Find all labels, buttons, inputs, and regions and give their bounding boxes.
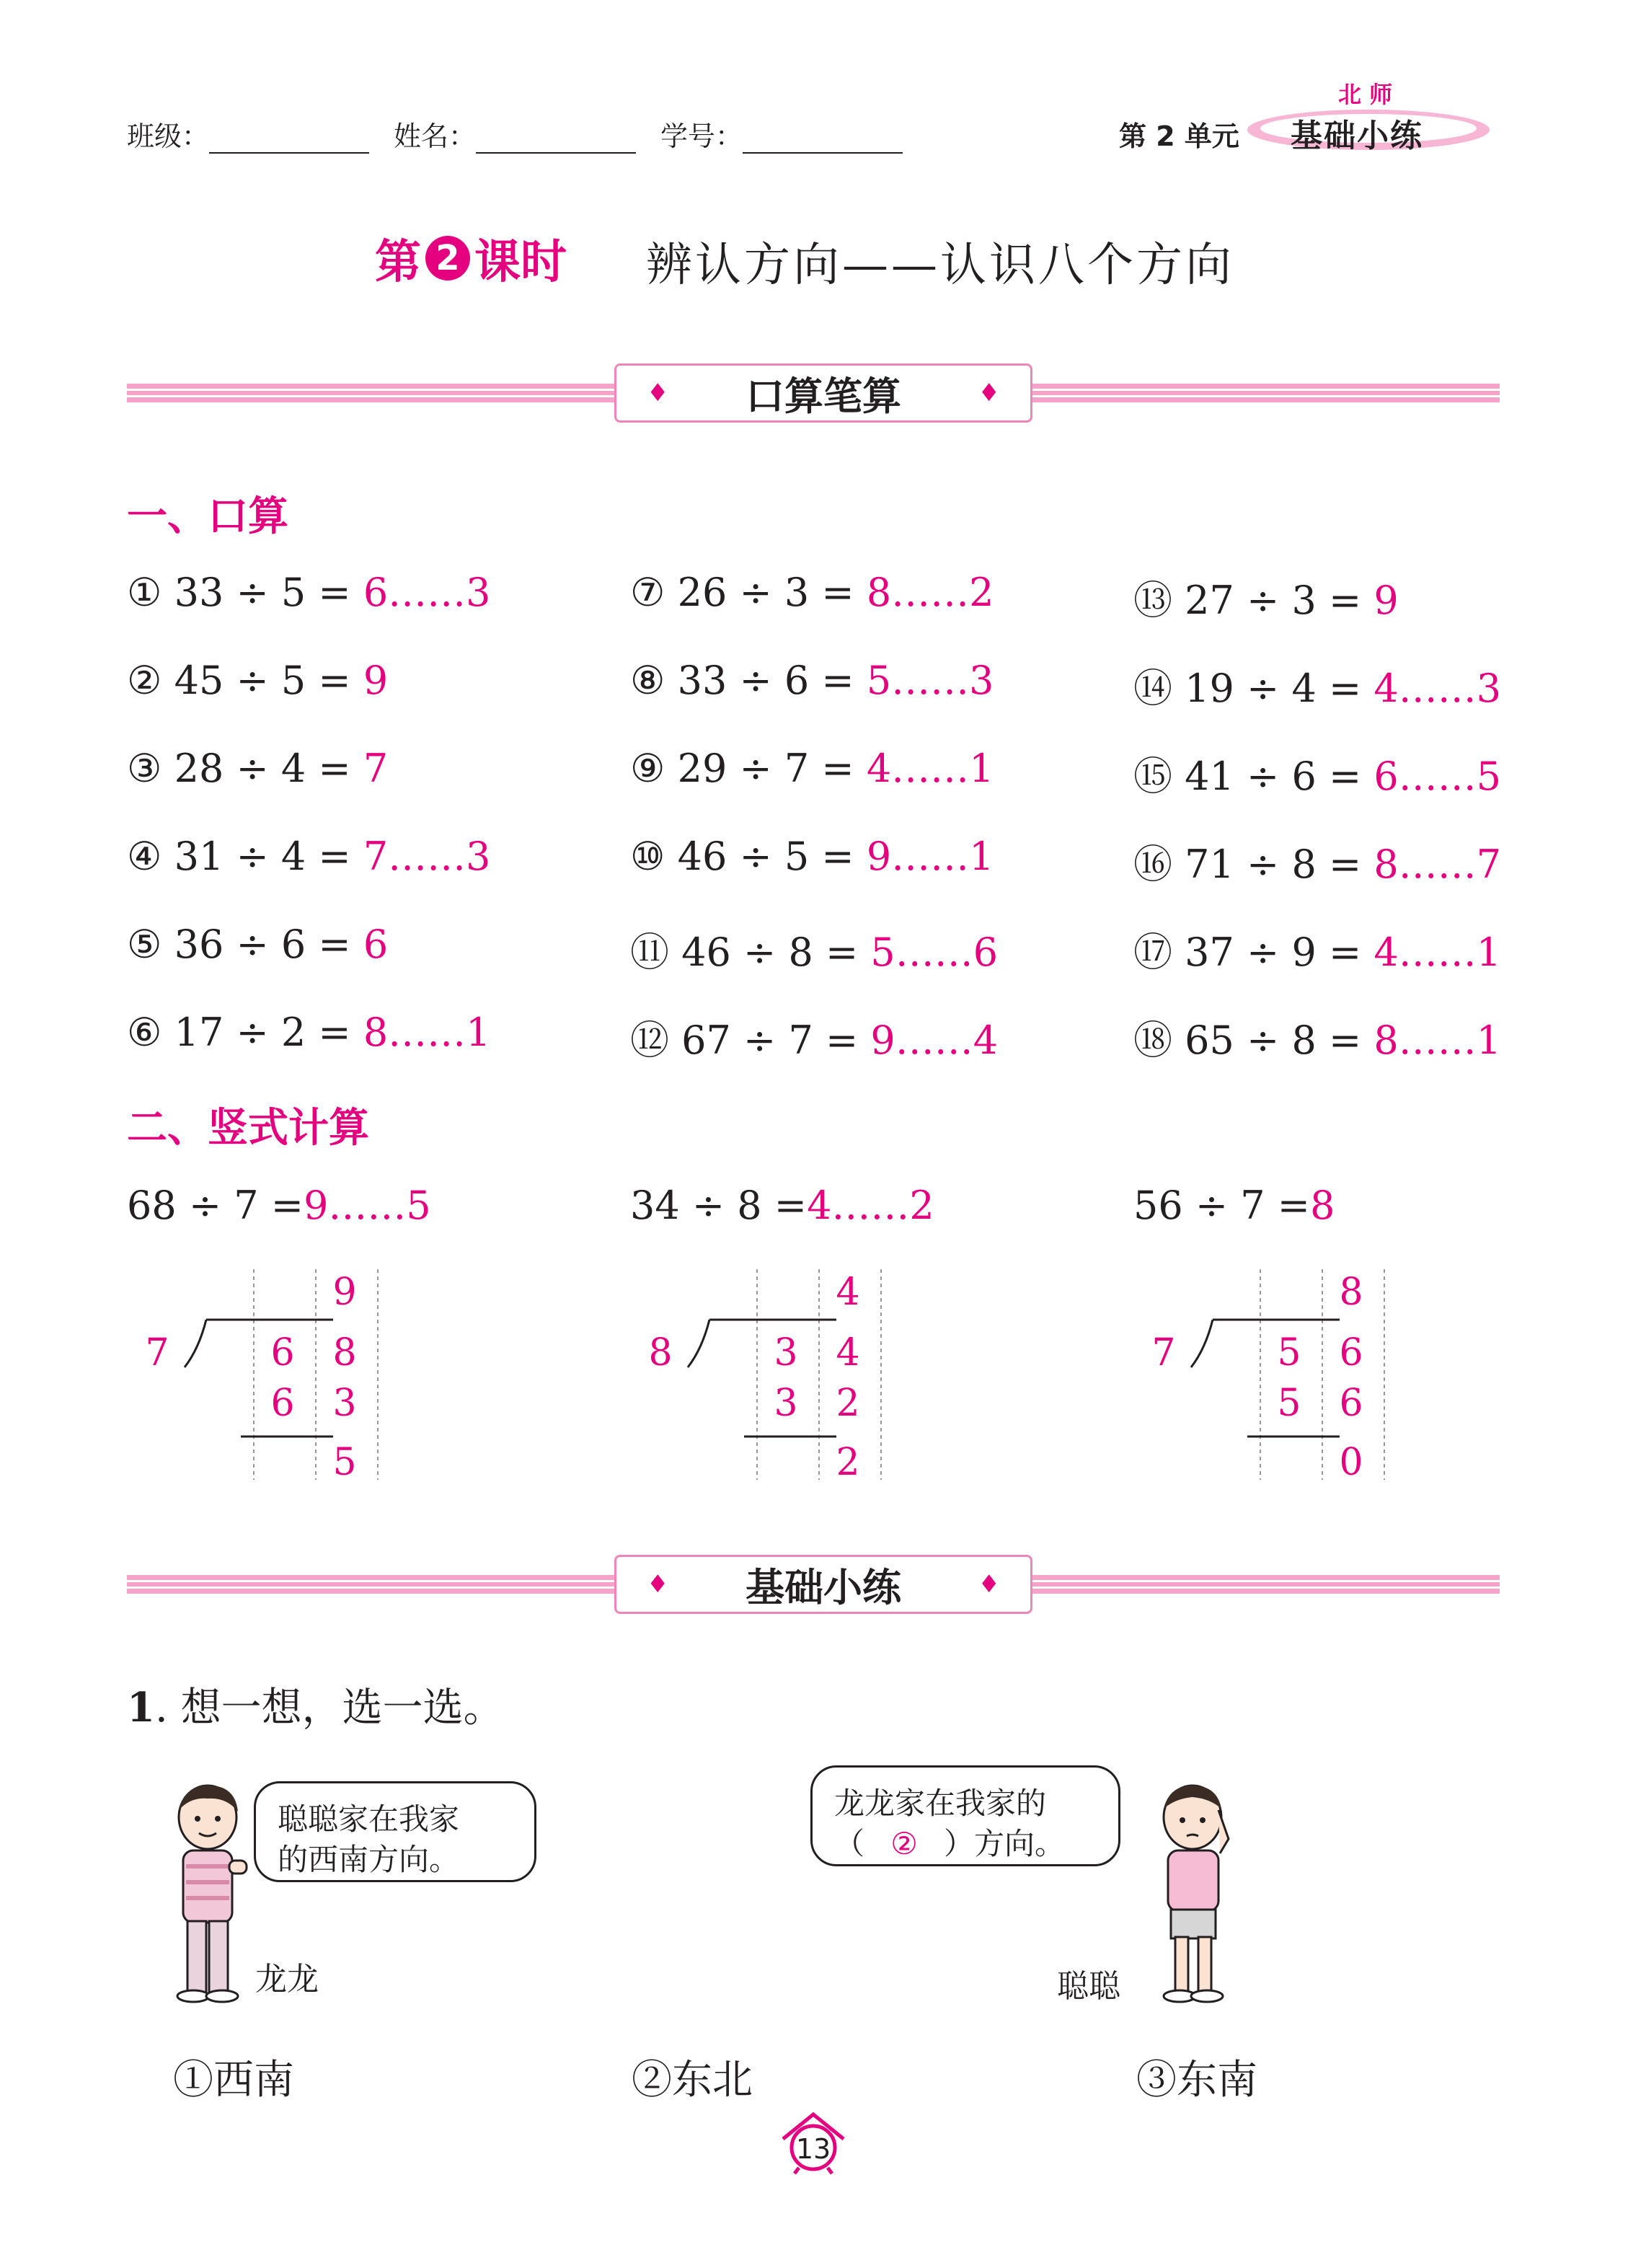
operand-a: 67	[681, 1018, 731, 1063]
operand-b: 6	[1291, 754, 1317, 799]
item-number: ③	[127, 746, 162, 791]
oral-item: ⑮ 41 ÷ 6 = 6……5	[1133, 754, 1502, 799]
product-digit[interactable]: 3	[332, 1382, 357, 1425]
dividend-digit[interactable]: 4	[836, 1331, 860, 1375]
operand-a: 45	[174, 658, 224, 703]
operand-b: 8	[1291, 1018, 1317, 1063]
diamond-icon: ♦	[647, 379, 669, 407]
operand-b: 5	[280, 570, 306, 615]
operand-a: 33	[677, 658, 727, 703]
operand-a: 41	[1185, 754, 1234, 799]
item-number: ⑪	[630, 930, 669, 975]
operand-b: 7	[788, 1018, 813, 1063]
question-1-number: 1	[127, 1684, 155, 1731]
product-digit[interactable]: 5	[1277, 1382, 1301, 1425]
answer[interactable]: 6……3	[363, 570, 491, 615]
banner-calc	[614, 363, 1032, 423]
oral-item: ⑯ 71 ÷ 8 = 8……7	[1133, 842, 1502, 887]
page-number: 13	[795, 2133, 831, 2165]
operand-b: 5	[280, 658, 306, 703]
operand-b: 7	[784, 746, 810, 791]
operand-a: 71	[1185, 842, 1234, 887]
divisor: 7	[1151, 1331, 1176, 1375]
quotient-digit[interactable]: 4	[836, 1271, 860, 1314]
answer[interactable]: 6	[363, 922, 389, 967]
operand-b: 6	[784, 658, 810, 703]
answer[interactable]: 9	[1373, 578, 1399, 623]
vertical-answer[interactable]: 8	[1310, 1183, 1335, 1228]
lesson-title: 辨认方向——认识八个方向	[646, 239, 1234, 292]
item-number: ⑰	[1133, 930, 1172, 975]
question-1	[127, 1676, 504, 1734]
division-bracket	[156, 1269, 343, 1486]
operand-a: 36	[174, 922, 224, 967]
operand-a: 33	[174, 570, 224, 615]
operand-b: 4	[280, 746, 306, 791]
dividend-digit[interactable]: 5	[1277, 1331, 1301, 1375]
operand-b: 3	[1291, 578, 1317, 623]
student-id-field: 学号：	[660, 114, 903, 154]
item-number: ④	[127, 834, 162, 879]
operand-a: 26	[677, 570, 727, 615]
product-digit[interactable]: 6	[270, 1382, 295, 1425]
answer[interactable]: 7	[363, 746, 389, 791]
operand-a: 31	[174, 834, 224, 879]
remainder-digit[interactable]: 5	[332, 1441, 357, 1484]
quotient-digit[interactable]: 8	[1339, 1271, 1363, 1314]
item-number: ⑭	[1133, 666, 1172, 711]
operand-b: 5	[784, 834, 810, 879]
name-congcong: 聪聪	[1057, 1968, 1120, 2005]
operand-a: 37	[1185, 930, 1234, 975]
dividend-digit[interactable]: 3	[774, 1331, 798, 1375]
answer[interactable]: 9	[363, 658, 389, 703]
operand-a: 19	[1185, 666, 1234, 711]
section-oral-title: 一、口算	[127, 493, 288, 540]
vertical-equation: 56 ÷ 7 =8	[1133, 1183, 1335, 1228]
option-3[interactable]: ③东南	[1136, 2057, 1257, 2104]
operand-b: 4	[1291, 666, 1317, 711]
oral-item: ① 33 ÷ 5 = 6……3	[127, 570, 491, 615]
oral-item: ⑩ 46 ÷ 5 = 9……1	[630, 834, 994, 879]
diamond-icon: ♦	[978, 1570, 1000, 1599]
answer[interactable]: 5……6	[870, 930, 999, 975]
vertical-equation: 34 ÷ 8 =4……2	[630, 1183, 934, 1228]
answer[interactable]: 9……1	[866, 834, 994, 879]
quotient-digit[interactable]: 9	[332, 1271, 357, 1314]
name-blank[interactable]	[476, 126, 636, 154]
brand-big-text: 基础小练	[1291, 118, 1423, 154]
oral-item: ⑱ 65 ÷ 8 = 8……1	[1133, 1018, 1502, 1063]
section-vertical-title: 二、竖式计算	[127, 1105, 369, 1152]
operand-a: 28	[174, 746, 224, 791]
banner-practice	[614, 1555, 1032, 1614]
brand-logo	[1242, 72, 1495, 159]
product-digit[interactable]: 2	[836, 1382, 860, 1425]
banner-practice-title: 基础小练	[746, 1564, 901, 1610]
oral-item: ④ 31 ÷ 4 = 7……3	[127, 834, 491, 879]
oral-item: ⑦ 26 ÷ 3 = 8……2	[630, 570, 994, 615]
oral-item: ② 45 ÷ 5 = 9	[127, 658, 389, 703]
oral-item: ③ 28 ÷ 4 = 7	[127, 746, 389, 791]
item-number: ⑮	[1133, 754, 1172, 799]
remainder-digit[interactable]: 0	[1339, 1441, 1363, 1484]
item-number: ⑬	[1133, 578, 1172, 623]
answer[interactable]: 4……3	[1373, 666, 1502, 711]
product-digit[interactable]: 3	[774, 1382, 798, 1425]
lesson-label: 第 2 课时	[375, 236, 567, 289]
brand-small-text: 北 师	[1338, 81, 1393, 108]
product-digit[interactable]: 6	[1339, 1382, 1363, 1425]
operand-a: 27	[1185, 578, 1234, 623]
operand-b: 8	[788, 930, 813, 975]
answer[interactable]: 8……2	[866, 570, 994, 615]
divisor: 7	[145, 1331, 169, 1375]
id-blank[interactable]	[743, 126, 903, 154]
unit-label: 第 2 单元	[1119, 120, 1239, 152]
boy-longlong-icon	[164, 1781, 251, 2005]
oral-item: ⑧ 33 ÷ 6 = 5……3	[630, 658, 994, 703]
speech-bubble-right: 龙龙家在我家的 （ ② ）方向。	[810, 1765, 1120, 1866]
operand-a: 65	[1185, 1018, 1234, 1063]
boy-congcong-icon	[1148, 1781, 1237, 2005]
answer-blank[interactable]: ②	[890, 1826, 918, 1861]
operand-b: 8	[1291, 842, 1317, 887]
class-blank[interactable]	[209, 126, 369, 154]
item-number: ⑧	[630, 658, 665, 703]
vertical-equation: 68 ÷ 7 =9……5	[127, 1183, 431, 1228]
class-field: 班级：	[127, 114, 369, 154]
operand-a: 17	[174, 1010, 224, 1055]
oral-item: ⑪ 46 ÷ 8 = 5……6	[630, 930, 999, 975]
answer[interactable]: 5……3	[866, 658, 994, 703]
lesson-number-badge: 2	[425, 236, 470, 281]
oral-item: ⑬ 27 ÷ 3 = 9	[1133, 578, 1399, 623]
diamond-icon: ♦	[978, 379, 1000, 407]
divisor: 8	[648, 1331, 673, 1375]
operand-b: 4	[280, 834, 306, 879]
vertical-answer[interactable]: 9……5	[304, 1183, 431, 1228]
operand-a: 29	[677, 746, 727, 791]
option-1[interactable]: ①西南	[173, 2057, 294, 2104]
remainder-digit[interactable]: 2	[836, 1441, 860, 1484]
name-field: 姓名：	[394, 114, 636, 154]
item-number: ⑦	[630, 570, 665, 615]
item-number: ⑱	[1133, 1018, 1172, 1063]
oral-item: ⑫ 67 ÷ 7 = 9……4	[630, 1018, 999, 1063]
answer[interactable]: 6……5	[1373, 754, 1502, 799]
oral-item: ⑨ 29 ÷ 7 = 4……1	[630, 746, 994, 791]
speech-bubble-left: 聪聪家在我家 的西南方向。	[254, 1781, 536, 1882]
answer[interactable]: 9……4	[870, 1018, 999, 1063]
option-2[interactable]: ②东北	[632, 2057, 753, 2104]
operand-b: 9	[1291, 930, 1317, 975]
diamond-icon: ♦	[647, 1570, 669, 1599]
item-number: ⑥	[127, 1010, 162, 1055]
answer[interactable]: 4……1	[1373, 930, 1502, 975]
answer[interactable]: 8……1	[363, 1010, 491, 1055]
oral-item: ⑥ 17 ÷ 2 = 8……1	[127, 1010, 491, 1055]
item-number: ⑫	[630, 1018, 669, 1063]
operand-a: 46	[681, 930, 731, 975]
answer[interactable]: 4……1	[866, 746, 994, 791]
item-number: ⑩	[630, 834, 665, 879]
operand-b: 3	[784, 570, 810, 615]
item-number: ②	[127, 658, 162, 703]
dividend-digit[interactable]: 6	[270, 1331, 295, 1375]
oral-item: ⑰ 37 ÷ 9 = 4……1	[1133, 930, 1502, 975]
dividend-digit[interactable]: 6	[1339, 1331, 1363, 1375]
answer[interactable]: 7……3	[363, 834, 491, 879]
operand-b: 2	[280, 1010, 306, 1055]
vertical-answer[interactable]: 4……2	[807, 1183, 934, 1228]
item-number: ⑨	[630, 746, 665, 791]
item-number: ⑤	[127, 922, 162, 967]
dividend-digit[interactable]: 8	[332, 1331, 357, 1375]
item-number: ①	[127, 570, 162, 615]
oral-item: ⑭ 19 ÷ 4 = 4……3	[1133, 666, 1502, 711]
division-bracket	[1162, 1269, 1350, 1486]
oral-item: ⑤ 36 ÷ 6 = 6	[127, 922, 389, 967]
answer[interactable]: 8……1	[1373, 1018, 1502, 1063]
answer[interactable]: 8……7	[1373, 842, 1502, 887]
name-longlong: 龙龙	[255, 1961, 319, 1998]
operand-a: 46	[677, 834, 727, 879]
question-1-text: . 想一想，选一选。	[154, 1685, 504, 1731]
division-bracket	[659, 1269, 846, 1486]
operand-b: 6	[280, 922, 306, 967]
item-number: ⑯	[1133, 842, 1172, 887]
banner-calc-title: 口算笔算	[746, 373, 901, 419]
